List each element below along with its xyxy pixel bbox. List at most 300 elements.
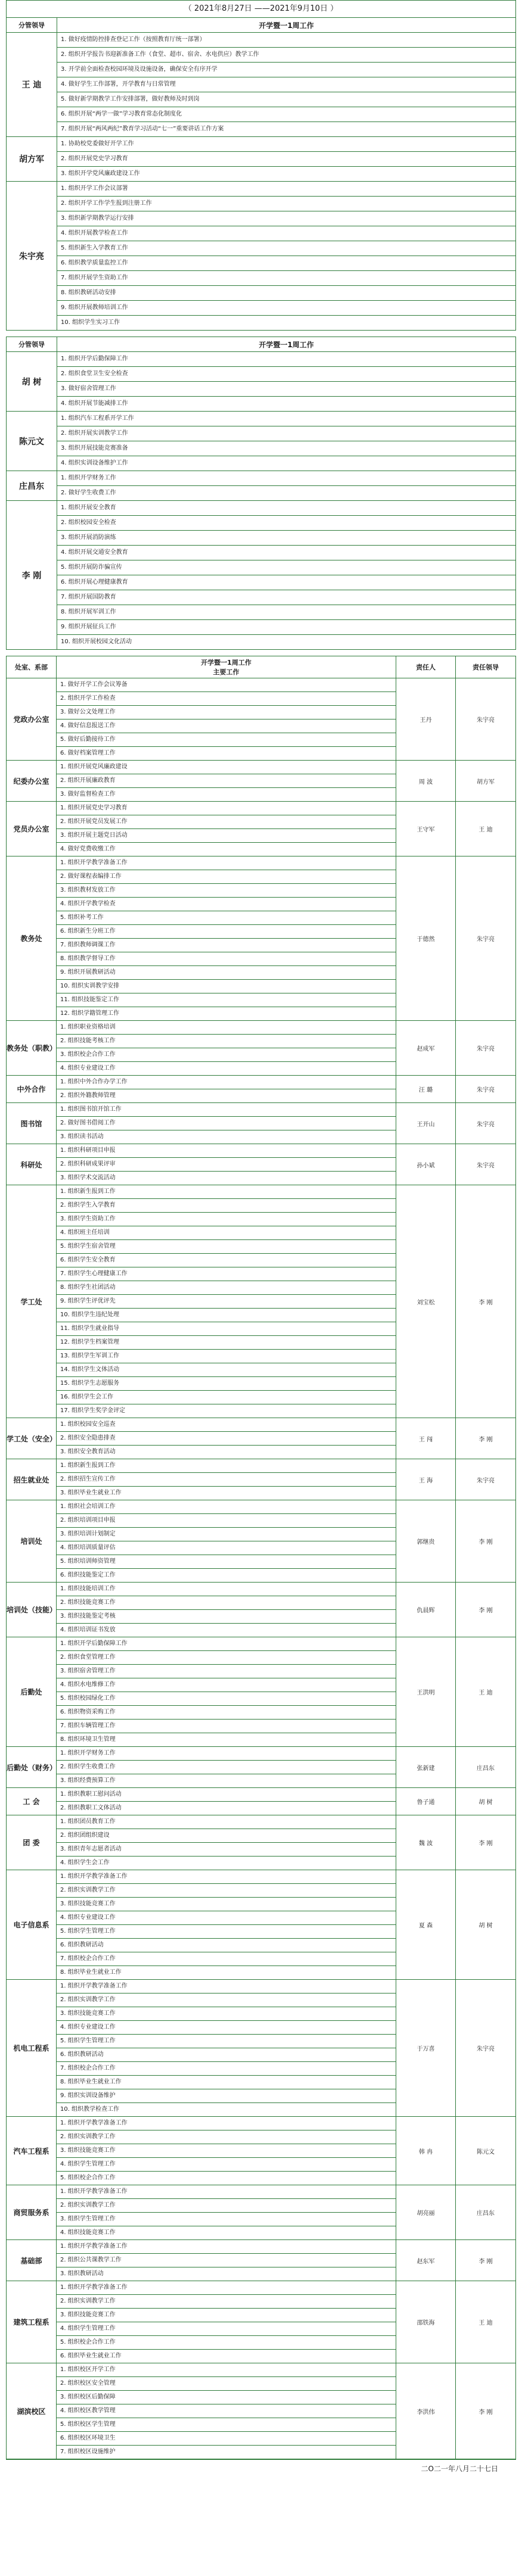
task-item: 4. 组织培训证书发放	[60, 1627, 116, 1633]
task-item: 4. 组织学生会工作	[60, 1859, 110, 1866]
leader-name: 庄昌东	[7, 471, 57, 500]
task-item: 1. 组织社会培训工作	[57, 1500, 396, 1514]
task-item: 4. 组织学生管理工作	[57, 2158, 396, 2172]
date-range: （ 2021年8月27日 ——2021年9月10日 ）	[6, 0, 516, 17]
task-item: 1. 做好疫情防控排查登记工作（按照教育厅统一部署）	[57, 33, 515, 48]
department-name: 后勤处	[7, 1637, 57, 1747]
responsible-person: 刘宝松	[396, 1185, 456, 1418]
department-name: 中外合作	[7, 1076, 57, 1103]
leader-group	[7, 412, 515, 471]
header-week-label: 开学暨一1周工作	[259, 340, 314, 349]
responsible-leader: 王 迪	[456, 1637, 515, 1747]
department-task-list	[57, 1788, 396, 1815]
leader-name: 王 迪	[7, 33, 57, 136]
task-item: 3. 组织新学期教学运行安排	[57, 211, 515, 226]
responsible-leader: 李 刚	[456, 2240, 515, 2281]
responsible-person: 邵铁海	[396, 2281, 456, 2363]
task-item: 1. 组织团员教育工作	[57, 1815, 396, 1829]
task-item: 2. 组织学生收费工作	[57, 1761, 396, 1774]
task-item: 1. 组织开学教学准备工作	[57, 1980, 396, 1993]
department-name: 基础部	[7, 2240, 57, 2281]
task-item: 8. 组织教研活动安排	[57, 286, 515, 301]
task-item: 7. 组织教师调课工作	[57, 939, 396, 952]
responsible-person: 郭继贵	[396, 1500, 456, 1583]
responsible-person: 魏 波	[396, 1815, 456, 1870]
task-item: 6. 组织技能鉴定工作	[60, 1572, 116, 1578]
responsible-leader: 胡 树	[456, 1870, 515, 1980]
department-name: 建筑工程系	[7, 2281, 57, 2363]
responsible-leader: 胡方军	[456, 761, 515, 802]
task-item: 3. 组织技能竞赛工作	[57, 2007, 396, 2021]
task-item: 5. 组织校园绿化工作	[57, 1692, 396, 1706]
department-name: 教务处（职教）	[7, 1021, 57, 1076]
task-item: 2. 组织技能考核工作	[57, 1035, 396, 1048]
department-task-list	[57, 2117, 396, 2185]
responsible-person: 韩 冉	[396, 2117, 456, 2185]
task-item: 6. 组织开展“两学一做”学习教育常态化制度化	[57, 107, 515, 122]
task-item: 7. 组织开展国防教育	[57, 590, 515, 605]
task-item: 8. 组织教学督导工作	[57, 952, 396, 966]
task-item: 7. 组织校企合作工作	[57, 2062, 396, 2076]
responsible-leader: 李 刚	[456, 1418, 515, 1459]
task-item: 2. 组织实训教学工作	[57, 1884, 396, 1898]
responsible-person: 李洪伟	[396, 2363, 456, 2459]
department-task-list	[57, 1103, 396, 1144]
task-item: 1. 组织开学教学准备工作	[57, 2281, 396, 2295]
task-item: 3. 组织开展消防演练	[57, 531, 515, 546]
department-task-list	[57, 2363, 396, 2459]
responsible-leader: 胡 树	[456, 1788, 515, 1815]
responsible-person: 夏 森	[396, 1870, 456, 1980]
task-item: 6. 做好档案管理工作	[60, 750, 116, 756]
task-item: 6. 组织开展心理健康教育	[57, 575, 515, 590]
task-item: 2. 组织公共课教学工作	[57, 2254, 396, 2267]
header-leader-label: 分管领导	[7, 18, 57, 32]
task-item: 5. 组织补考工作	[57, 911, 396, 925]
task-item: 2. 组织食堂管理工作	[57, 1651, 396, 1665]
task-item: 2. 做好学生收费工作	[61, 490, 116, 496]
task-item: 5. 组织学生宿舍管理	[57, 1240, 396, 1254]
department-name: 科研处	[7, 1144, 57, 1185]
task-item: 3. 做好宿舍管理工作	[57, 382, 515, 397]
task-item: 3. 组织教研活动	[60, 2270, 104, 2277]
task-item: 7. 组织学生心理健康工作	[57, 1267, 396, 1281]
task-item: 3. 组织技能竞赛工作	[57, 1898, 396, 1911]
department-task-list	[57, 1144, 396, 1185]
responsible-person: 孙小斌	[396, 1144, 456, 1185]
task-item: 7. 组织开展学生资助工作	[57, 271, 515, 286]
leader-group	[7, 352, 515, 412]
responsible-person: 赵东军	[396, 2240, 456, 2281]
task-item: 9. 组织开展教研活动	[57, 966, 396, 980]
responsible-leader: 李 刚	[456, 1185, 515, 1418]
task-item: 4. 做好党费收缴工作	[60, 846, 116, 852]
task-item: 5. 组织校区学生管理	[57, 2418, 396, 2432]
responsible-leader: 朱宇亮	[456, 1980, 515, 2117]
task-item: 11. 组织技能鉴定工作	[57, 993, 396, 1007]
department-name: 团 委	[7, 1815, 57, 1870]
department-name: 学工处（安全）	[7, 1418, 57, 1459]
task-item: 1. 组织开学工作会议部署	[57, 182, 515, 197]
leader-task-list	[57, 412, 515, 471]
task-item: 13. 组织学生军训工作	[57, 1350, 396, 1363]
task-item: 12. 组织学生档案管理	[57, 1336, 396, 1350]
responsible-person: 仇晨辉	[396, 1583, 456, 1637]
department-section	[6, 656, 516, 2460]
header-responsible: 责任人	[396, 656, 456, 678]
leader-group	[7, 33, 515, 137]
task-item: 2. 组织开展实训教学工作	[57, 426, 515, 441]
task-item: 6. 组织物资采购工作	[57, 1706, 396, 1720]
task-item: 1. 组织开学教学准备工作	[57, 1870, 396, 1884]
task-item: 3. 组织技能竞赛工作	[57, 2144, 396, 2158]
task-item: 1. 组织开学教学准备工作	[57, 2185, 396, 2199]
task-item: 3. 组织校区后勤保障	[57, 2391, 396, 2404]
task-item: 12. 组织学籍管理工作	[60, 1010, 120, 1017]
task-item: 6. 组织教学质量监控工作	[57, 256, 515, 271]
task-item: 6. 组织校区环境卫生	[57, 2432, 396, 2446]
task-item: 2. 组织实训教学工作	[57, 2199, 396, 2213]
department-task-list	[57, 1870, 396, 1980]
task-item: 1. 组织科研项目申报	[57, 1144, 396, 1158]
task-item: 4. 组织培训质量评估	[57, 1541, 396, 1555]
header-week-label: 开学暨一1周工作	[259, 21, 314, 30]
task-item: 4. 做好学生工作部署，开学教育与日常管理	[57, 77, 515, 92]
task-item: 2. 组织食堂卫生安全检查	[57, 367, 515, 382]
department-task-list	[57, 802, 396, 856]
task-item: 2. 组织开学报告书迎新准备工作（食堂、超市、宿舍、水电供应）教学工作	[57, 48, 515, 63]
department-task-list	[57, 1185, 396, 1418]
leader-name: 胡方军	[7, 137, 57, 181]
department-name: 培训处	[7, 1500, 57, 1583]
department-task-list	[57, 2185, 396, 2240]
task-item: 4. 组织开展交通安全教育	[57, 546, 515, 560]
task-item: 2. 组织开学工作学生报到注册工作	[57, 197, 515, 211]
department-name: 汽车工程系	[7, 2117, 57, 2185]
leader-section-1	[6, 17, 516, 331]
responsible-person: 赵成军	[396, 1021, 456, 1076]
task-item: 1. 组织校园安全巡查	[57, 1418, 396, 1432]
task-item: 3. 做好公文处理工作	[57, 706, 396, 719]
task-item: 7. 组织校区设施维护	[60, 2449, 116, 2455]
task-item: 4. 组织技能竞赛工作	[60, 2229, 116, 2236]
task-item: 1. 组织开学财务工作	[57, 471, 515, 486]
department-name: 学工处	[7, 1185, 57, 1418]
task-item: 4. 组织水电维修工作	[57, 1678, 396, 1692]
task-item: 7. 组织校企合作工作	[57, 1952, 396, 1966]
responsible-person: 于万喜	[396, 1980, 456, 2117]
header-leader-label: 分管领导	[7, 337, 57, 351]
task-item: 17. 组织学生奖学金评定	[60, 1407, 126, 1414]
responsible-person: 王开山	[396, 1103, 456, 1144]
task-item: 9. 组织实训设备维护	[57, 2089, 396, 2103]
department-name: 商贸服务系	[7, 2185, 57, 2240]
responsible-person: 胡亮丽	[396, 2185, 456, 2240]
task-item: 2. 组织科研成果评审	[57, 1158, 396, 1172]
task-item: 4. 组织专业建设工作	[57, 2021, 396, 2035]
section-header	[7, 18, 515, 33]
task-item: 5. 做好新学期教学工作安排部署，做好教师及时到岗	[57, 92, 515, 107]
task-item: 1. 组织图书馆开馆工作	[57, 1103, 396, 1117]
header-dept: 处室、系部	[7, 656, 57, 678]
responsible-person: 王 闯	[396, 1418, 456, 1459]
leader-group	[7, 137, 515, 182]
task-item: 3. 组织开学党风廉政建设工作	[61, 170, 140, 177]
task-item: 7. 组织车辆管理工作	[57, 1720, 396, 1733]
task-item: 2. 组织招生宣传工作	[57, 1473, 396, 1487]
task-item: 5. 组织学生管理工作	[57, 1925, 396, 1939]
task-item: 2. 做好图书借阅工作	[57, 1117, 396, 1130]
task-item: 5. 组织校企合作工作	[60, 2175, 116, 2181]
schedule-page	[6, 0, 516, 2474]
task-item: 1. 组织开学教学准备工作	[57, 2117, 396, 2130]
department-name: 培训处（技能）	[7, 1583, 57, 1637]
department-task-list	[57, 856, 396, 1021]
task-item: 4. 组织班主任培训	[57, 1226, 396, 1240]
task-item: 5. 组织开展防诈骗宣传	[57, 560, 515, 575]
responsible-person: 鲁子通	[396, 1788, 456, 1815]
task-item: 2. 组织教职工文体活动	[60, 1805, 122, 1811]
task-item: 10. 组织学生违纪处理	[57, 1309, 396, 1322]
task-item: 1. 组织新生报到工作	[57, 1459, 396, 1473]
leader-group	[7, 501, 515, 649]
task-item: 2. 组织外籍教师管理	[60, 1092, 116, 1099]
leader-name: 陈元文	[7, 412, 57, 471]
task-item: 4. 组织实训设备维护工作	[61, 460, 128, 466]
leader-name: 胡 树	[7, 352, 57, 411]
leader-name: 朱宇亮	[7, 182, 57, 330]
task-item: 8. 组织环境卫生管理	[60, 1736, 116, 1743]
footer-date: 二O二一年八月二十七日	[421, 2465, 498, 2473]
department-task-list	[57, 1637, 396, 1747]
task-item: 2. 组织技能竞赛工作	[57, 1596, 396, 1610]
leader-task-list	[57, 352, 515, 411]
task-item: 5. 组织培训师资管理	[57, 1555, 396, 1569]
task-item: 9. 组织开展教师培训工作	[57, 301, 515, 316]
task-item: 1. 组织校区开学工作	[57, 2363, 396, 2377]
department-name: 招生就业处	[7, 1459, 57, 1500]
task-item: 1. 做好开学工作会议筹备	[57, 678, 396, 692]
responsible-leader: 李 刚	[456, 2363, 515, 2459]
task-item: 4. 组织学生管理工作	[57, 2322, 396, 2336]
responsible-leader: 朱宇亮	[456, 1076, 515, 1103]
task-item: 6. 组织新生分班工作	[57, 925, 396, 939]
task-item: 3. 组织技能竞赛工作	[57, 2309, 396, 2322]
task-item: 4. 组织开展节能减排工作	[61, 400, 128, 407]
task-item: 1. 组织开学教学准备工作	[57, 856, 396, 870]
task-item: 1. 组织职业资格培训	[57, 1021, 396, 1035]
task-item: 8. 组织开展军训工作	[57, 605, 515, 620]
department-name: 机电工程系	[7, 1980, 57, 2117]
task-item: 2. 组织安全隐患排查	[57, 1432, 396, 1446]
department-task-list	[57, 1583, 396, 1637]
department-task-list	[57, 1747, 396, 1788]
task-item: 5. 做好后勤接待工作	[57, 733, 396, 747]
task-item: 2. 组织校区安全管理	[57, 2377, 396, 2391]
task-item: 6. 组织学生安全教育	[57, 1254, 396, 1267]
task-item: 1. 组织新生报到工作	[57, 1185, 396, 1199]
department-name: 纪委办公室	[7, 761, 57, 802]
leader-group	[7, 182, 515, 330]
task-item: 1. 组织开展安全教育	[57, 501, 515, 516]
task-item: 3. 组织技能鉴定考核	[57, 1610, 396, 1624]
task-item: 10. 组织实训教学安排	[57, 980, 396, 993]
department-task-list	[57, 1459, 396, 1500]
responsible-leader: 庄昌东	[456, 2185, 515, 2240]
task-item: 14. 组织学生文体活动	[57, 1363, 396, 1377]
department-task-list	[57, 1021, 396, 1076]
task-item: 3. 组织安全教育活动	[60, 1449, 116, 1455]
task-item: 6. 组织教研活动	[57, 1939, 396, 1952]
task-item: 3. 组织毕业生就业工作	[60, 1490, 122, 1496]
task-item: 2. 组织团组织建设	[57, 1829, 396, 1843]
leader-task-list	[57, 137, 515, 181]
task-item: 1. 组织开学教学准备工作	[57, 2240, 396, 2254]
task-item: 3. 组织培训计划制定	[57, 1528, 396, 1541]
task-item: 7. 组织开展“两风两纪”教育学习活动“七一”重要讲话工作方案	[61, 126, 224, 132]
department-task-list	[57, 1076, 396, 1103]
leader-task-list	[57, 182, 515, 330]
department-task-list	[57, 1418, 396, 1459]
department-task-list	[57, 1980, 396, 2117]
task-item: 5. 组织校企合作工作	[57, 2336, 396, 2350]
task-item: 9. 组织开展征兵工作	[57, 620, 515, 635]
task-item: 4. 组织校区教学管理	[57, 2404, 396, 2418]
task-item: 2. 组织实训教学工作	[57, 1993, 396, 2007]
responsible-leader: 王 迪	[456, 802, 515, 856]
leader-task-list	[57, 501, 515, 649]
task-item: 1. 组织汽车工程系开学工作	[57, 412, 515, 426]
responsible-person: 张新建	[396, 1747, 456, 1788]
responsible-leader: 朱宇亮	[456, 678, 515, 761]
department-name: 工 会	[7, 1788, 57, 1815]
responsible-person: 王守军	[396, 802, 456, 856]
task-item: 1. 组织教职工慰问活动	[57, 1788, 396, 1802]
leader-task-list	[57, 33, 515, 136]
task-item: 4. 组织专业建设工作	[57, 1911, 396, 1925]
task-item: 3. 组织经费预算工作	[60, 1777, 116, 1784]
task-item: 10. 组织教学检查工作	[60, 2106, 120, 2113]
leader-section-2	[6, 337, 516, 650]
leader-name: 李 刚	[7, 501, 57, 649]
department-task-list	[57, 1815, 396, 1870]
task-item: 1. 组织技能培训工作	[57, 1583, 396, 1596]
task-item: 10. 组织开展校园文化活动	[61, 638, 132, 645]
department-name: 党员办公室	[7, 802, 57, 856]
task-item: 2. 组织实训教学工作	[57, 2295, 396, 2309]
task-item: 1. 组织开展党史学习教育	[57, 802, 396, 815]
responsible-leader: 庄昌东	[456, 1747, 515, 1788]
department-name: 电子信息系	[7, 1870, 57, 1980]
task-item: 3. 组织教材发放工作	[57, 884, 396, 898]
task-item: 3. 组织读书活动	[60, 1133, 104, 1140]
task-item: 2. 组织培训项目申报	[57, 1514, 396, 1528]
task-item: 3. 做好监督检查工作	[60, 791, 116, 798]
responsible-person: 王洪明	[396, 1637, 456, 1747]
responsible-leader: 朱宇亮	[456, 1459, 515, 1500]
task-item: 5. 组织学生管理工作	[57, 2035, 396, 2048]
task-item: 2. 组织开展党史学习教育	[57, 152, 515, 167]
task-item: 2. 组织实训教学工作	[57, 2130, 396, 2144]
responsible-leader: 王 迪	[456, 2281, 515, 2363]
responsible-person: 汪 璐	[396, 1076, 456, 1103]
task-item: 2. 做好课程表编排工作	[57, 870, 396, 884]
department-name: 后勤处（财务）	[7, 1747, 57, 1788]
header-leader: 责任领导	[456, 656, 515, 678]
responsible-leader: 李 刚	[456, 1583, 515, 1637]
responsible-leader: 陈元文	[456, 2117, 515, 2185]
header-tasks	[57, 656, 396, 678]
header-tasks-title: 开学暨一1周工作	[201, 659, 251, 666]
task-item: 1. 组织开学财务工作	[57, 1747, 396, 1761]
task-item: 8. 组织毕业生就业工作	[60, 1969, 122, 1976]
responsible-leader: 李 刚	[456, 1500, 515, 1583]
task-item: 1. 组织开展党风廉政建设	[57, 761, 396, 774]
task-item: 9. 组织学生评优评先	[57, 1295, 396, 1309]
department-name: 教务处	[7, 856, 57, 1021]
task-item: 6. 组织毕业生就业工作	[60, 2353, 122, 2359]
responsible-leader: 朱宇亮	[456, 1021, 515, 1076]
task-item: 2. 组织开学工作检查	[57, 692, 396, 706]
task-item: 3. 组织开展技能竞赛准备	[57, 441, 515, 456]
task-item: 3. 组织青年志愿者活动	[57, 1843, 396, 1857]
task-item: 3. 组织校企合作工作	[57, 1048, 396, 1062]
task-item: 8. 组织毕业生就业工作	[57, 2076, 396, 2089]
task-item: 5. 组织新生入学教育工作	[57, 241, 515, 256]
header-tasks-sub: 主要工作	[213, 668, 240, 676]
task-item: 1. 协助校党委做好开学工作	[57, 137, 515, 152]
task-item: 2. 组织校园安全检查	[57, 516, 515, 531]
responsible-person: 王 海	[396, 1459, 456, 1500]
department-name: 党政办公室	[7, 678, 57, 761]
leader-group	[7, 471, 515, 501]
task-item: 4. 组织开展教学检查工作	[57, 226, 515, 241]
task-item: 1. 组织中外合作办学工作	[57, 1076, 396, 1089]
task-item: 6. 组织教研活动	[57, 2048, 396, 2062]
task-item: 3. 组织开展主题党日活动	[57, 829, 396, 843]
task-item: 16. 组织学生会工作	[57, 1391, 396, 1404]
department-name: 图书馆	[7, 1103, 57, 1144]
task-item: 3. 开学前全面检查校园环境及设施设备，确保安全有序开学	[57, 63, 515, 77]
responsible-leader: 朱宇亮	[456, 856, 515, 1021]
department-task-list	[57, 2281, 396, 2363]
responsible-person: 于德然	[396, 856, 456, 1021]
responsible-leader: 朱宇亮	[456, 1103, 515, 1144]
task-item: 11. 组织学生就业指导	[57, 1322, 396, 1336]
responsible-person: 王丹	[396, 678, 456, 761]
task-item: 2. 组织开展党员发展工作	[57, 815, 396, 829]
task-item: 4. 做好信息报送工作	[57, 719, 396, 733]
department-task-list	[57, 1500, 396, 1583]
department-name: 湖滨校区	[7, 2363, 57, 2459]
task-item: 1. 组织开学后勤保障工作	[57, 352, 515, 367]
task-item: 4. 组织专业建设工作	[60, 1065, 116, 1071]
leader-task-list	[57, 471, 515, 500]
responsible-person: 周 波	[396, 761, 456, 802]
department-task-list	[57, 678, 396, 761]
task-item: 3. 组织学生资助工作	[57, 1213, 396, 1226]
task-item: 3. 组织宿舍管理工作	[57, 1665, 396, 1678]
task-item: 10. 组织学生实习工作	[61, 319, 120, 326]
task-item: 3. 组织学术交流活动	[60, 1175, 116, 1181]
responsible-leader: 李 刚	[456, 1815, 515, 1870]
task-item: 8. 组织学生社团活动	[57, 1281, 396, 1295]
task-item: 4. 组织开学教学检查	[57, 898, 396, 911]
task-item: 2. 组织开展廉政教育	[57, 774, 396, 788]
responsible-leader: 朱宇亮	[456, 1144, 515, 1185]
task-item: 2. 组织学生入学教育	[57, 1199, 396, 1213]
task-item: 1. 组织开学后勤保障工作	[57, 1637, 396, 1651]
